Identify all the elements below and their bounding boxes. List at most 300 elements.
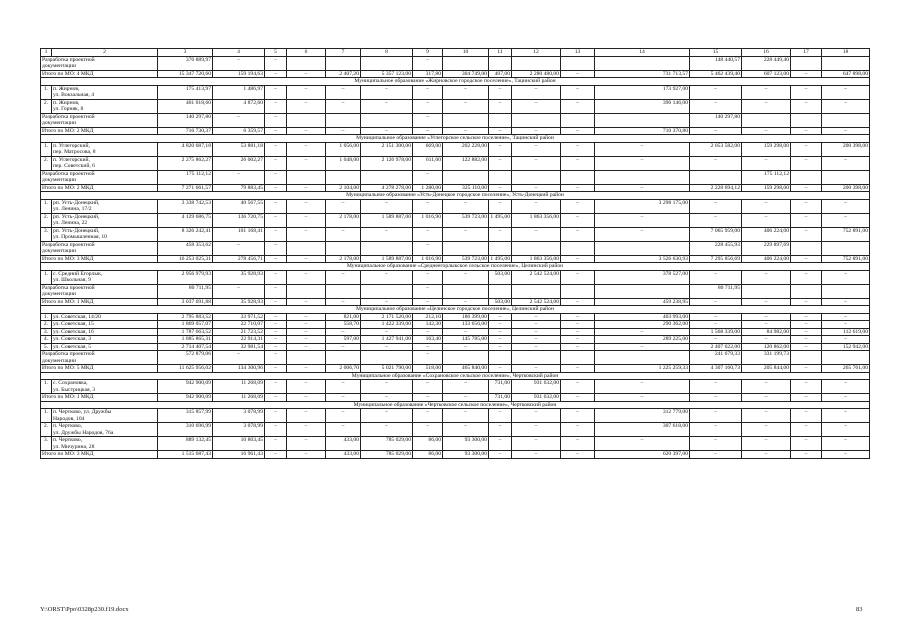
value-cell-col-12: – [512, 328, 561, 336]
value-cell-col-13: – [561, 298, 595, 306]
value-cell-col-9: – [413, 328, 443, 336]
total-row [41, 255, 870, 263]
row-label: Итого по МО: 2 МКД [41, 127, 158, 135]
value-cell-col-4: – [213, 241, 265, 255]
column-number: 17 [791, 49, 822, 57]
value-cell-col-15: 140 297,80 [690, 113, 742, 127]
value-cell-col-3: 889 132,45 [158, 437, 213, 451]
value-cell-col-12: – [512, 127, 561, 135]
value-cell-col-6 [287, 56, 326, 70]
value-cell-col-5: – [265, 227, 287, 241]
value-cell-col-4: 1 486,97 [213, 85, 265, 99]
column-number: 1 [41, 49, 52, 57]
value-cell-col-7: – [326, 394, 361, 402]
value-cell-col-18: – [822, 321, 870, 329]
value-cell-col-16: – [742, 321, 791, 329]
value-cell-col-14: 289 225,00 [595, 336, 690, 344]
value-cell-col-12: – [512, 321, 561, 329]
value-cell-col-15: 228 455,93 [690, 241, 742, 255]
value-cell-col-6 [287, 284, 326, 298]
value-cell-col-9: – [413, 423, 443, 437]
building-row [41, 423, 870, 437]
value-cell-col-18: 200 398,00 [822, 184, 870, 192]
value-cell-col-12: – [512, 184, 561, 192]
value-cell-col-16: 175 112,12 [742, 170, 791, 184]
row-number: 1. [41, 409, 52, 423]
value-cell-col-17 [791, 113, 822, 127]
value-cell-col-12: 2 280 480,00 [512, 70, 561, 78]
value-cell-col-12: – [512, 156, 561, 170]
value-cell-col-8: 4 278 278,00 [361, 184, 413, 192]
value-cell-col-6: – [287, 127, 326, 135]
value-cell-col-18: – [822, 409, 870, 423]
design-docs-row [41, 170, 870, 184]
value-cell-col-7: – [326, 409, 361, 423]
value-cell-col-10: 93 300,00 [443, 451, 489, 459]
value-cell-col-7 [326, 170, 361, 184]
value-cell-col-18: – [822, 451, 870, 459]
value-cell-col-12 [512, 113, 561, 127]
value-cell-col-6 [287, 113, 326, 127]
value-cell-col-8: – [361, 199, 413, 213]
value-cell-col-10: 122 882,00 [443, 156, 489, 170]
value-cell-col-9: 317,80 [413, 70, 443, 78]
value-cell-col-4: 35 928,93 [213, 270, 265, 284]
value-cell-col-17: – [791, 70, 822, 78]
value-cell-col-5: – [265, 270, 287, 284]
value-cell-col-5: – [265, 70, 287, 78]
column-number: 12 [512, 49, 561, 57]
value-cell-col-9: 1 280,00 [413, 184, 443, 192]
value-cell-col-8: 1 589 887,00 [361, 213, 413, 227]
value-cell-col-9: – [413, 380, 443, 394]
value-cell-col-6: – [287, 199, 326, 213]
value-cell-col-14: – [595, 343, 690, 351]
building-row [41, 99, 870, 113]
value-cell-col-8: – [361, 423, 413, 437]
value-cell-col-3: 4 129 686,75 [158, 213, 213, 227]
value-cell-col-13: – [561, 321, 595, 329]
building-row [41, 343, 870, 351]
building-row [41, 313, 870, 321]
value-cell-col-17: – [791, 451, 822, 459]
value-cell-col-3: 2 956 979,93 [158, 270, 213, 284]
row-number: 1. [41, 313, 52, 321]
value-cell-col-15: – [690, 199, 742, 213]
value-cell-col-9: – [413, 85, 443, 99]
total-row [41, 394, 870, 402]
value-cell-col-14: 396 146,00 [595, 99, 690, 113]
address-cell: ул. Советская, 5 [52, 343, 158, 351]
value-cell-col-15: – [690, 213, 742, 227]
section-row [41, 306, 870, 314]
municipality-heading: Муниципальное образование «Чертковское сельское поселение», Чертковский район [41, 401, 870, 409]
value-cell-col-4: 10 803,45 [213, 437, 265, 451]
value-cell-col-18: – [822, 199, 870, 213]
value-cell-col-17: – [791, 255, 822, 263]
value-cell-col-11: – [489, 184, 512, 192]
value-cell-col-13: – [561, 394, 595, 402]
value-cell-col-12: – [512, 85, 561, 99]
value-cell-col-14 [595, 351, 690, 365]
value-cell-col-16: – [742, 423, 791, 437]
value-cell-col-13: – [561, 99, 595, 113]
value-cell-col-16: – [742, 127, 791, 135]
value-cell-col-16: – [742, 270, 791, 284]
value-cell-col-9: – [413, 351, 443, 365]
column-number: 3 [158, 49, 213, 57]
value-cell-col-18 [822, 170, 870, 184]
value-cell-col-9: – [413, 343, 443, 351]
value-cell-col-4: 11 268,09 [213, 380, 265, 394]
value-cell-col-15: 148 440,57 [690, 56, 742, 70]
value-cell-col-14: 710 370,80 [595, 127, 690, 135]
value-cell-col-11: 731,00 [489, 380, 512, 394]
value-cell-col-11 [489, 284, 512, 298]
total-row [41, 70, 870, 78]
address-cell: ул. Советская, 15 [52, 321, 158, 329]
value-cell-col-15: 1 568 339,00 [690, 328, 742, 336]
building-row [41, 409, 870, 423]
value-cell-col-3: 8 326 242,41 [158, 227, 213, 241]
value-cell-col-8: 1 422 339,00 [361, 321, 413, 329]
section-row [41, 135, 870, 143]
section-row [41, 401, 870, 409]
value-cell-col-3: 140 297,80 [158, 113, 213, 127]
value-cell-col-13 [561, 241, 595, 255]
design-docs-row [41, 241, 870, 255]
value-cell-col-5: – [265, 241, 287, 255]
address-cell: п. Чертково, ул. Дружбы Народов, 104 [52, 409, 158, 423]
value-cell-col-12 [512, 351, 561, 365]
value-cell-col-3: 942 900,09 [158, 380, 213, 394]
value-cell-col-6: – [287, 85, 326, 99]
value-cell-col-7 [326, 113, 361, 127]
value-cell-col-10: 325 110,00 [443, 184, 489, 192]
municipality-heading: Муниципальное образование «Среднеегорлыкское сельское поселение», Целинский район [41, 263, 870, 271]
value-cell-col-11 [489, 351, 512, 365]
value-cell-col-18: – [822, 213, 870, 227]
value-cell-col-12: – [512, 142, 561, 156]
value-cell-col-5: – [265, 298, 287, 306]
value-cell-col-17: – [791, 437, 822, 451]
value-cell-col-15: 80 711,95 [690, 284, 742, 298]
value-cell-col-9: – [413, 409, 443, 423]
value-cell-col-16: – [742, 99, 791, 113]
value-cell-col-17: – [791, 213, 822, 227]
value-cell-col-10: 465 840,00 [443, 365, 489, 373]
value-cell-col-17 [791, 351, 822, 365]
row-number: 3. [41, 227, 52, 241]
page-number: 83 [856, 606, 863, 613]
value-cell-col-17: – [791, 423, 822, 437]
address-cell: ул. Советская, 16 [52, 328, 158, 336]
value-cell-col-10: 145 785,00 [443, 336, 489, 344]
value-cell-col-11: – [489, 199, 512, 213]
value-cell-col-10: 539 723,00 [443, 213, 489, 227]
value-cell-col-9: 86,00 [413, 437, 443, 451]
value-cell-col-9: 86,00 [413, 451, 443, 459]
value-cell-col-5: – [265, 99, 287, 113]
value-cell-col-10: – [443, 298, 489, 306]
value-cell-col-15: 2 228 694,12 [690, 184, 742, 192]
value-cell-col-16 [742, 113, 791, 127]
value-cell-col-11: 503,00 [489, 298, 512, 306]
total-row [41, 365, 870, 373]
value-cell-col-6: – [287, 213, 326, 227]
column-number: 9 [413, 49, 443, 57]
value-cell-col-18: 200 398,00 [822, 142, 870, 156]
value-cell-col-7 [326, 284, 361, 298]
value-cell-col-6: – [287, 321, 326, 329]
value-cell-col-14: 173 927,00 [595, 85, 690, 99]
value-cell-col-5: – [265, 321, 287, 329]
value-cell-col-4: 16 961,43 [213, 451, 265, 459]
address-cell: с. Средний Егорлык, ул. Школьная, 9 [52, 270, 158, 284]
value-cell-col-10: – [443, 99, 489, 113]
value-cell-col-18: – [822, 380, 870, 394]
value-cell-col-16: – [742, 156, 791, 170]
value-cell-col-6 [287, 241, 326, 255]
value-cell-col-7: – [326, 343, 361, 351]
value-cell-col-4: 134 300,96 [213, 365, 265, 373]
value-cell-col-3: 80 711,95 [158, 284, 213, 298]
value-cell-col-4: – [213, 113, 265, 127]
value-cell-col-15: – [690, 156, 742, 170]
value-cell-col-7: – [326, 423, 361, 437]
value-cell-col-14: 3 298 175,00 [595, 199, 690, 213]
value-cell-col-17: – [791, 380, 822, 394]
value-cell-col-13 [561, 56, 595, 70]
value-cell-col-18 [822, 113, 870, 127]
value-cell-col-12: – [512, 336, 561, 344]
value-cell-col-6: – [287, 423, 326, 437]
value-cell-col-10: – [443, 394, 489, 402]
value-cell-col-17: – [791, 85, 822, 99]
value-cell-col-11: – [489, 142, 512, 156]
value-cell-col-6: – [287, 380, 326, 394]
building-row [41, 85, 870, 99]
value-cell-col-7: 433,00 [326, 451, 361, 459]
value-cell-col-18: – [822, 394, 870, 402]
section-row [41, 78, 870, 86]
row-number: 4. [41, 336, 52, 344]
value-cell-col-16: – [742, 213, 791, 227]
value-cell-col-11: – [489, 343, 512, 351]
value-cell-col-7: 821,00 [326, 313, 361, 321]
value-cell-col-18: 752 891,00 [822, 227, 870, 241]
value-cell-col-3: 458 353,62 [158, 241, 213, 255]
value-cell-col-11 [489, 113, 512, 127]
value-cell-col-11: 407,00 [489, 70, 512, 78]
register-body [41, 49, 870, 459]
value-cell-col-3: 376 889,97 [158, 56, 213, 70]
value-cell-col-14: – [595, 184, 690, 192]
value-cell-col-6: – [287, 184, 326, 192]
value-cell-col-14 [595, 241, 690, 255]
value-cell-col-15: – [690, 380, 742, 394]
value-cell-col-11 [489, 241, 512, 255]
value-cell-col-5: – [265, 255, 287, 263]
value-cell-col-10: 133 656,00 [443, 321, 489, 329]
value-cell-col-6: – [287, 328, 326, 336]
value-cell-col-3: 16 253 025,31 [158, 255, 213, 263]
value-cell-col-6: – [287, 313, 326, 321]
value-cell-col-9: – [413, 199, 443, 213]
value-cell-col-15: 7 295 856,69 [690, 255, 742, 263]
value-cell-col-13: – [561, 213, 595, 227]
value-cell-col-3: 3 037 691,88 [158, 298, 213, 306]
value-cell-col-3: 175 413,97 [158, 85, 213, 99]
value-cell-col-17: – [791, 298, 822, 306]
value-cell-col-5: – [265, 343, 287, 351]
column-number: 2 [52, 49, 158, 57]
value-cell-col-3: 401 018,60 [158, 99, 213, 113]
value-cell-col-8: – [361, 380, 413, 394]
value-cell-col-12: – [512, 423, 561, 437]
value-cell-col-8 [361, 351, 413, 365]
value-cell-col-14: – [595, 380, 690, 394]
value-cell-col-17: – [791, 199, 822, 213]
value-cell-col-5: – [265, 85, 287, 99]
value-cell-col-16: – [742, 451, 791, 459]
value-cell-col-12: 1 863 356,00 [512, 213, 561, 227]
value-cell-col-10: 202 228,00 [443, 142, 489, 156]
value-cell-col-15 [690, 170, 742, 184]
value-cell-col-9: – [413, 113, 443, 127]
value-cell-col-15: – [690, 85, 742, 99]
value-cell-col-6: – [287, 365, 326, 373]
row-label: Разработка проектной документации [41, 170, 158, 184]
value-cell-col-8 [361, 241, 413, 255]
value-cell-col-15: 4 307 160,73 [690, 365, 742, 373]
value-cell-col-11: – [489, 99, 512, 113]
municipality-heading: Муниципальное образование «Жирновское городское поселение», Тацинский район [41, 78, 870, 86]
value-cell-col-16: – [742, 336, 791, 344]
value-cell-col-13: – [561, 227, 595, 241]
value-cell-col-18: 112 619,00 [822, 328, 870, 336]
column-number: 5 [265, 49, 287, 57]
budget-register-sheet [40, 48, 869, 459]
value-cell-col-15: 2 407 622,00 [690, 343, 742, 351]
value-cell-col-13: – [561, 199, 595, 213]
value-cell-col-9: – [413, 298, 443, 306]
value-cell-col-7: – [326, 99, 361, 113]
value-cell-col-17: – [791, 313, 822, 321]
address-cell: рп. Усть-Донецкий, ул. Ленина, 17/2 [52, 199, 158, 213]
building-row [41, 336, 870, 344]
value-cell-col-12 [512, 284, 561, 298]
value-cell-col-11: – [489, 437, 512, 451]
building-row [41, 156, 870, 170]
value-cell-col-14 [595, 113, 690, 127]
building-row [41, 199, 870, 213]
value-cell-col-6: – [287, 142, 326, 156]
value-cell-col-18 [822, 284, 870, 298]
value-cell-col-5: – [265, 328, 287, 336]
value-cell-col-17 [791, 56, 822, 70]
value-cell-col-18: – [822, 127, 870, 135]
column-number: 4 [213, 49, 265, 57]
value-cell-col-5: – [265, 336, 287, 344]
value-cell-col-11: – [489, 336, 512, 344]
value-cell-col-16: 607 123,00 [742, 70, 791, 78]
value-cell-col-10: 93 300,00 [443, 437, 489, 451]
value-cell-col-8: – [361, 270, 413, 284]
value-cell-col-9: – [413, 127, 443, 135]
value-cell-col-4: 32 981,54 [213, 343, 265, 351]
address-cell: п. Углегорский, пер. Советский, 6 [52, 156, 158, 170]
value-cell-col-8: – [361, 127, 413, 135]
column-number: 13 [561, 49, 595, 57]
value-cell-col-5: – [265, 409, 287, 423]
value-cell-col-15: – [690, 99, 742, 113]
value-cell-col-13: – [561, 127, 595, 135]
value-cell-col-7 [326, 351, 361, 365]
row-label: Итого по МО: 5 МКД [41, 365, 158, 373]
column-number: 16 [742, 49, 791, 57]
value-cell-col-15: – [690, 298, 742, 306]
value-cell-col-12: 2 542 524,00 [512, 298, 561, 306]
value-cell-col-7 [326, 241, 361, 255]
value-cell-col-5: – [265, 113, 287, 127]
value-cell-col-12: 1 863 356,00 [512, 255, 561, 263]
row-number: 2. [41, 423, 52, 437]
value-cell-col-5: – [265, 351, 287, 365]
value-cell-col-17: – [791, 394, 822, 402]
value-cell-col-10: – [443, 227, 489, 241]
value-cell-col-10 [443, 351, 489, 365]
municipality-heading: Муниципальное образование «Целинское городское поселение», Целинский район [41, 306, 870, 314]
row-label: Разработка проектной документации [41, 284, 158, 298]
value-cell-col-7: – [326, 328, 361, 336]
value-cell-col-14: 312 779,00 [595, 409, 690, 423]
value-cell-col-5: – [265, 437, 287, 451]
value-cell-col-13: – [561, 142, 595, 156]
value-cell-col-10: 539 723,00 [443, 255, 489, 263]
section-row [41, 263, 870, 271]
value-cell-col-18: – [822, 156, 870, 170]
value-cell-col-12: – [512, 343, 561, 351]
value-cell-col-18: – [822, 423, 870, 437]
address-cell: п. Жирнов, ул. Вокзальная, 4 [52, 85, 158, 99]
row-label: Итого по МО: 3 МКД [41, 451, 158, 459]
value-cell-col-12: – [512, 437, 561, 451]
value-cell-col-7: 2 178,00 [326, 213, 361, 227]
municipality-heading: Муниципальное образование «Сохрановское сельское поселение», Чертковский район [41, 372, 870, 380]
value-cell-col-3: 175 112,12 [158, 170, 213, 184]
value-cell-col-11: – [489, 156, 512, 170]
value-cell-col-3: 15 347 720,60 [158, 70, 213, 78]
value-cell-col-7: 2 006,70 [326, 365, 361, 373]
value-cell-col-9: – [413, 284, 443, 298]
value-cell-col-5: – [265, 213, 287, 227]
value-cell-col-15: – [690, 437, 742, 451]
value-cell-col-11: – [489, 313, 512, 321]
value-cell-col-3: 310 696,99 [158, 423, 213, 437]
value-cell-col-8: 5 357 123,00 [361, 70, 413, 78]
value-cell-col-4: 101 168,41 [213, 227, 265, 241]
value-cell-col-3: 7 271 661,57 [158, 184, 213, 192]
value-cell-col-14: – [595, 156, 690, 170]
value-cell-col-18: 752 891,00 [822, 255, 870, 263]
value-cell-col-14: 307 618,00 [595, 423, 690, 437]
value-cell-col-11 [489, 170, 512, 184]
address-cell: рп. Усть-Донецкий, ул. Ленина, 22 [52, 213, 158, 227]
value-cell-col-10 [443, 56, 489, 70]
municipality-heading: Муниципальное образование «Углегорское сельское поселение», Тацинский район [41, 135, 870, 143]
design-docs-row [41, 284, 870, 298]
